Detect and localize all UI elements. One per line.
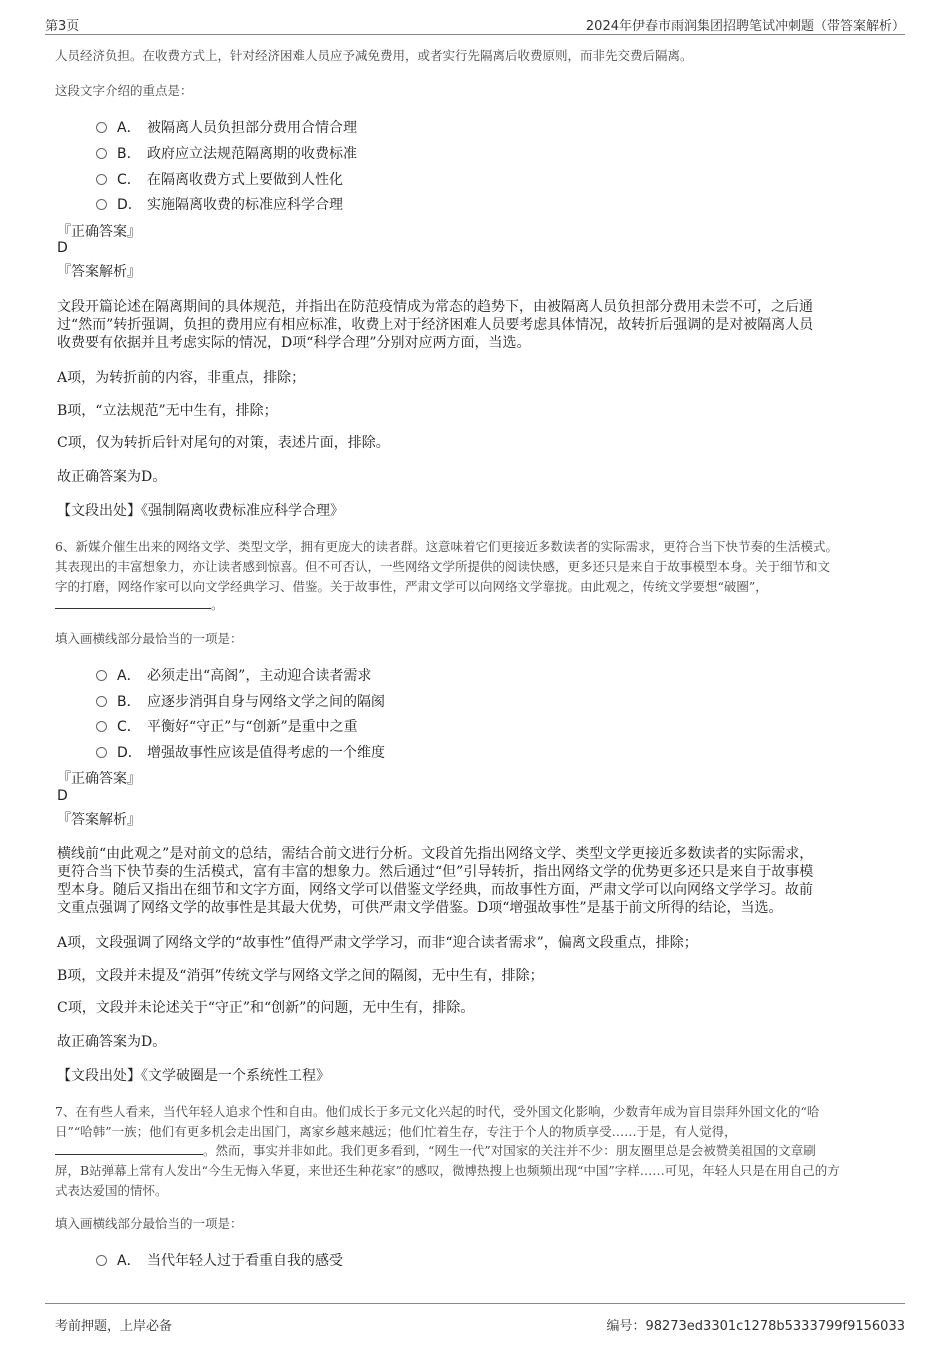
q5-stem-tail: 人员经济负担。在收费方式上，针对经济困难人员应予减免费用，或者实行先隔离后收费原则，而非先交费后隔离。: [55, 48, 693, 63]
q6-source: 【文段出处】《文学破圈是一个系统性工程》: [57, 1068, 330, 1084]
q6-note-c: C项，文段并未论述关于“守正”和“创新”的问题，无中生有，排除。: [57, 1000, 475, 1016]
q6-analysis-line: 文重点强调了网络文学的故事性是其最大优势，可供严肃文学借鉴。D项“增强故事性”是基于前文所得的结论，当选。: [57, 900, 783, 916]
q5-answer-label: 『正确答案』: [57, 224, 141, 240]
radio-icon[interactable]: [96, 174, 107, 185]
q5-note-b: B项，“立法规范”无中生有，排除；: [57, 403, 278, 419]
q6-prompt: 填入画横线部分最恰当的一项是：: [55, 631, 243, 646]
q5-note-c: C项，仅为转折后针对尾句的对策，表述片面，排除。: [57, 435, 390, 451]
fill-blank: [55, 1142, 203, 1155]
radio-icon[interactable]: [96, 199, 107, 210]
q6-option-a[interactable]: A． 必须走出“高阁”，主动迎合读者需求: [96, 665, 371, 685]
radio-icon[interactable]: [96, 670, 107, 681]
q6-note-a: A项，文段强调了网络文学的“故事性”值得严肃文学学习，而非“迎合读者需求”，偏离文段重点，排除；: [57, 935, 698, 951]
page-footer: [45, 1303, 905, 1334]
q6-analysis-label: 『答案解析』: [57, 812, 141, 828]
q6-stem-line: 6、新媒介催生出来的网络文学、类型文学，拥有更庞大的读者群。这意味着它们更接近多数读者的实际需求，更符合当下快节奏的生活模式。: [55, 539, 838, 554]
q6-conclusion: 故正确答案为D。: [57, 1034, 167, 1050]
page-header: [45, 14, 905, 35]
radio-icon[interactable]: [96, 696, 107, 707]
footer-slogan: 考前押题，上岸必备: [55, 1319, 173, 1334]
q5-option-d[interactable]: D． 实施隔离收费的标准应科学合理: [96, 194, 343, 214]
q5-option-a[interactable]: A． 被隔离人员负担部分费用合情合理: [96, 117, 357, 137]
q7-stem-line: 屏，B站弹幕上常有人发出“今生无悔入华夏，来世还生种花家”的感叹，微博热搜上也频频出现“中国”字样……可见，年轻人只是在用自己的方: [55, 1163, 840, 1178]
q6-analysis-line: 型本身。随后又指出在细节和文字方面，网络文学可以借鉴文学经典，而故事性方面，严肃文学可以向网络文学学习。故前: [57, 882, 813, 898]
radio-icon[interactable]: [96, 1255, 107, 1266]
q6-option-c[interactable]: C． 平衡好“守正”与“创新”是重中之重: [96, 716, 358, 736]
q6-analysis-line: 横线前“由此观之”是对前文的总结，需结合前文进行分析。文段首先指出网络文学、类型文学更接近多数读者的实际需求，: [57, 846, 814, 862]
document-title: 2024年伊春市雨润集团招聘笔试冲刺题（带答案解析）: [585, 19, 905, 34]
q6-option-d[interactable]: D． 增强故事性应该是值得考虑的一个维度: [96, 742, 385, 762]
radio-icon[interactable]: [96, 148, 107, 159]
fill-blank: [55, 596, 211, 609]
q5-prompt: 这段文字介绍的重点是：: [55, 83, 193, 98]
q6-stem-line: 字的打磨，网络作家可以向文学经典学习、借鉴。关于故事性，严肃文学可以向网络文学靠拢。由此观之，传统文学要想“破圈”，: [55, 579, 768, 594]
q5-analysis-line: 收费要有依据并且考虑实际的情况，D项“科学合理”分别对应两方面，当选。: [57, 335, 531, 351]
q5-option-c[interactable]: C． 在隔离收费方式上要做到人性化: [96, 169, 343, 189]
q7-stem-line: 7、在有些人看来，当代年轻人追求个性和自由。他们成长于多元文化兴起的时代，受外国文化影响，少数青年成为盲目崇拜外国文化的“哈: [55, 1104, 820, 1119]
radio-icon[interactable]: [96, 721, 107, 732]
q6-option-b[interactable]: B． 应逐步消弭自身与网络文学之间的隔阂: [96, 691, 385, 711]
q7-stem-blank-line: 。然而，事实并非如此。我们更多看到，“网生一代”对国家的关注并不少：朋友圈里总是会被赞美祖国的文章刷: [55, 1141, 816, 1159]
radio-icon[interactable]: [96, 122, 107, 133]
q5-answer: D: [57, 240, 68, 256]
q7-option-a[interactable]: A． 当代年轻人过于看重自我的感受: [96, 1250, 343, 1270]
q5-analysis-label: 『答案解析』: [57, 264, 141, 280]
q5-conclusion: 故正确答案为D。: [57, 469, 167, 485]
q7-prompt: 填入画横线部分最恰当的一项是：: [55, 1216, 243, 1231]
q6-stem-line: 其表现出的丰富想象力，亦让读者感到惊喜。但不可否认，一些网络文学所提供的阅读快感，更多还只是来自于故事模型本身。关于细节和文: [55, 559, 831, 574]
q5-analysis-line: 文段开篇论述在隔离期间的具体规范，并指出在防范疫情成为常态的趋势下，由被隔离人员负担部分费用未尝不可，之后通: [57, 299, 813, 315]
q7-stem-line: 日”“哈韩”一族；他们有更多机会走出国门，离家乡越来越远；他们忙着生存，专注于个人的物质享受……于是，有人觉得，: [55, 1124, 737, 1139]
q5-note-a: A项，为转折前的内容，非重点，排除；: [57, 370, 306, 386]
q5-source: 【文段出处】《强制隔离收费标准应科学合理》: [57, 503, 344, 519]
document-serial: 编号：98273ed3301c1278b5333799f9156033: [606, 1319, 905, 1334]
radio-icon[interactable]: [96, 747, 107, 758]
q5-option-b[interactable]: B． 政府应立法规范隔离期的收费标准: [96, 143, 357, 163]
q5-analysis-line: 过“然而”转折强调，负担的费用应有相应标准，收费上对于经济困难人员要考虑具体情况，故转折后强调的是对被隔离人员: [57, 317, 814, 333]
q6-analysis-line: 更符合当下快节奏的生活模式，富有丰富的想象力。然后通过“但”引导转折，指出网络文学的优势更多还只是来自于故事模: [57, 864, 814, 880]
q6-answer: D: [57, 788, 68, 804]
q6-note-b: B项，文段并未提及“消弭”传统文学与网络文学之间的隔阂，无中生有，排除；: [57, 968, 544, 984]
page-number: 第3页: [45, 19, 80, 34]
q7-stem-line: 式表达爱国的情怀。: [55, 1183, 168, 1198]
q6-answer-label: 『正确答案』: [57, 771, 141, 787]
q6-stem-blank-line: 。: [55, 595, 224, 613]
